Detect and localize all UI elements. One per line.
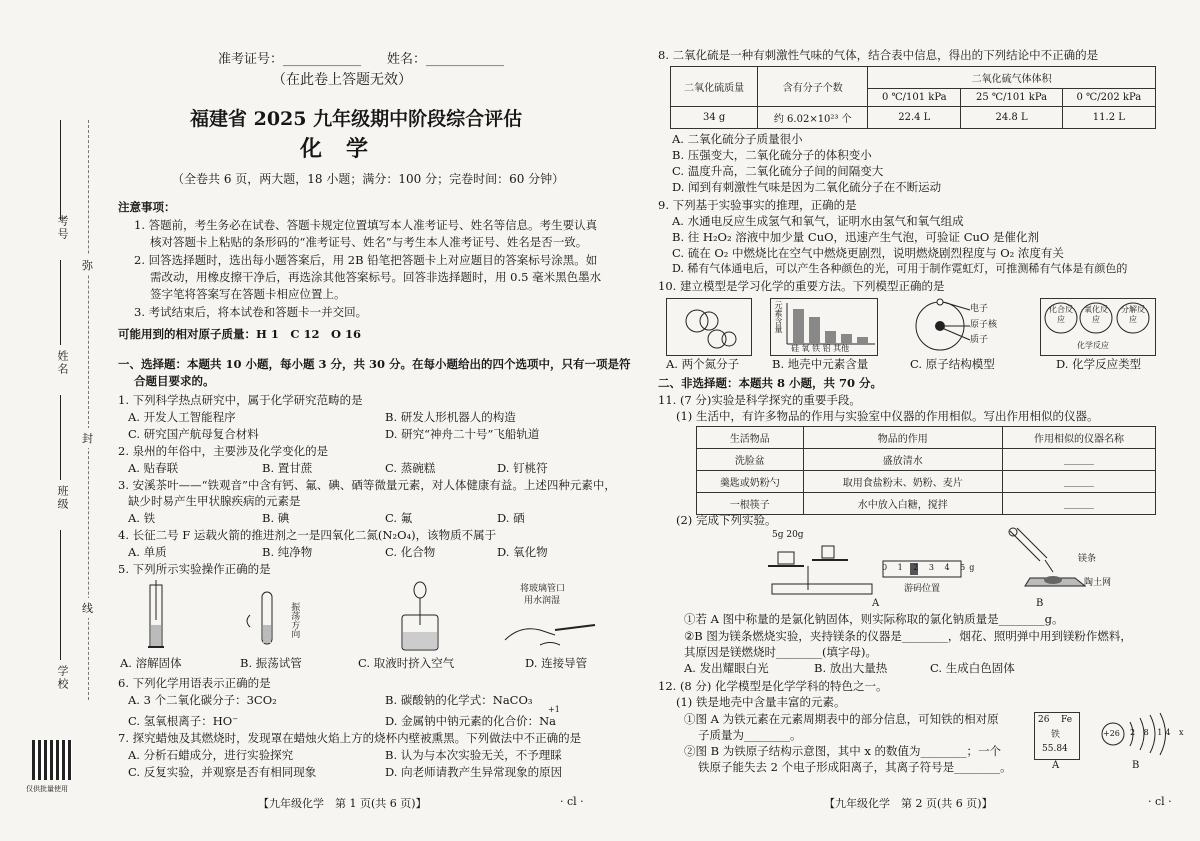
q10-model-a [666, 298, 752, 356]
subject-title: 化学 [300, 136, 393, 162]
q6-option-a[interactable]: A. 3 个二氧化碳分子：3CO₂ [128, 693, 277, 707]
q2-option-c[interactable]: C. 蒸碗糕 [385, 461, 436, 475]
q1-option-a[interactable]: A. 开发人工智能程序 [128, 410, 236, 424]
q12-part1: (1) 铁是地壳中含量丰富的元素。 [676, 695, 846, 709]
q1-option-c[interactable]: C. 研究国产航母复合材料 [128, 427, 259, 441]
q2-stem: 2. 泉州的年俗中，主要涉及化学变化的是 [118, 444, 329, 458]
qr-code[interactable] [32, 740, 72, 780]
q5-option-a[interactable]: A. 溶解固体 [120, 656, 182, 670]
q7-option-c[interactable]: C. 反复实验，并观察是否有相同现象 [128, 765, 317, 779]
q3-stem-2: 缺少时易产生甲状腺疾病的元素是 [128, 494, 301, 508]
q11-sub2: ②B 图为镁条燃烧实验，夹持镁条的仪器是________，烟花、照明弹中用到镁粉作燃料， [684, 629, 1132, 643]
atomic-number: 26 [1038, 715, 1050, 725]
q12-sub1: ①图 A 为铁元素在元素周期表中的部分信息，可知铁的相对原 [684, 712, 999, 726]
q1-stem: 1. 下列科学热点研究中，属于化学研究范畴的是 [118, 393, 363, 407]
footer-code: · cl · [560, 795, 584, 808]
gutter-class: 班级 [56, 485, 69, 511]
q6-option-c[interactable]: C. 氢氧根离子：HO⁻ [128, 714, 239, 728]
q9-option-a[interactable]: A. 水通电反应生成氢气和氧气，证明水由氢气和氧气组成 [672, 214, 964, 228]
binding-gutter [0, 0, 100, 841]
q10-model-b [770, 298, 878, 356]
element-symbol: Fe [1061, 715, 1073, 725]
q8-header-volume: 二氧化硫气体体积 [868, 67, 1156, 89]
label-proton: 质子 [970, 335, 989, 345]
reaction-decomposition: 分解反应 [1121, 305, 1145, 324]
q8-stem: 8. 二氧化硫是一种有刺激性气味的气体，结合表中信息，得出的下列结论中不正确的是 [658, 48, 1099, 62]
notes-heading: 注意事项： [118, 200, 176, 214]
note-2c: 签字笔将答案写在答题卡相应位置上。 [150, 287, 346, 301]
q11-r1-item: 洗脸盆 [697, 449, 804, 471]
q8-condition-2: 25 ℃/101 kPa [961, 89, 1062, 107]
tube-connect-figure [500, 610, 600, 652]
seal-feng: 封 [82, 428, 93, 448]
q11-th-item: 生活物品 [697, 427, 804, 449]
q7-option-d[interactable]: D. 向老师请教产生异常现象的原因 [385, 765, 563, 779]
q10-model-d [1040, 298, 1156, 356]
figure-a-label: A [872, 598, 880, 609]
q10-option-b[interactable]: B. 地壳中元素含量 [772, 357, 869, 371]
candidate-id-line: 准考证号：____________ 姓名：____________ [218, 52, 505, 67]
figure-b-label: B [1036, 598, 1044, 609]
note-2a: 2. 回答选择题时，选出每小题答案后，用 2B 铅笔把答题卡上对应题目的答案标号涂黑。如 [134, 253, 598, 267]
q8-header-mass: 二氧化硫质量 [671, 67, 758, 107]
q11-r2-use: 取用食盐粉末、奶粉、麦片 [803, 471, 1002, 493]
q5-option-b[interactable]: B. 振荡试管 [240, 656, 302, 670]
bar-x-labels: 硅 氧 铁 铝 其他 [791, 344, 850, 353]
invalid-note: （在此卷上答题无效） [272, 72, 412, 88]
label-electron: 电子 [970, 304, 989, 314]
reaction-combination: 化合反应 [1049, 305, 1073, 324]
section1-heading-2: 合题目要求的。 [134, 374, 215, 388]
q9-stem: 9. 下列基于实验事实的推理，正确的是 [658, 198, 857, 212]
q10-stem: 10. 建立模型是学习化学的重要方法。下列模型正确的是 [658, 279, 945, 293]
q9-option-c[interactable]: C. 硫在 O₂ 中燃烧比在空气中燃烧更剧烈，说明燃烧剧烈程度与 O₂ 浓度有关 [672, 246, 1064, 260]
q9-option-b[interactable]: B. 往 H₂O₂ 溶液中加少量 CuO，迅速产生气泡，可验证 CuO 是催化剂 [672, 230, 1039, 244]
nitrogen-molecules-icon [667, 299, 751, 355]
note-2b: 需改动，用橡皮擦干净后，再选涂其他答案标号。回答非选择题时，用 0.5 毫米黑色墨水 [150, 270, 602, 284]
q6-option-b[interactable]: B. 碳酸钠的化学式：NaCO₃ [385, 693, 533, 707]
q11-r3-use: 水中放入白糖，搅拌 [803, 493, 1002, 515]
exam-title: 福建省 2025 九年级期中阶段综合评估 [190, 108, 523, 130]
q12-sub3: 铁原子能失去 2 个电子形成阳离子，其离子符号是________。 [698, 760, 1012, 774]
gutter-exam-no: 考号 [56, 215, 69, 241]
glass-note-2: 用水润湿 [524, 596, 561, 606]
q11-th-instrument: 作用相似的仪器名称 [1002, 427, 1155, 449]
nucleus-charge: +26 [1103, 729, 1120, 738]
q11-part2: (2) 完成下列实验。 [676, 513, 777, 527]
q2-option-d[interactable]: D. 钉桃符 [497, 461, 548, 475]
q8-condition-3: 0 ℃/202 kPa [1062, 89, 1155, 107]
label-nucleus: 原子核 [970, 320, 998, 330]
q4-option-c[interactable]: C. 化合物 [385, 545, 436, 559]
q11-part1: (1) 生活中，有许多物品的作用与实验室中仪器的作用相似。写出作用相似的仪器。 [676, 409, 1099, 423]
q11-r1-answer[interactable]: ______ [1002, 449, 1155, 471]
q11-stem: 11. (7 分)实验是科学探究的重要手段。 [658, 393, 861, 407]
weights-label: 5g 20g [772, 530, 804, 540]
q8-value-mass: 34 g [671, 107, 758, 129]
q3-option-c[interactable]: C. 氟 [385, 511, 413, 525]
q6-stem: 6. 下列化学用语表示正确的是 [118, 676, 271, 690]
note-1b: 核对答题卡上粘贴的条形码的“准考证号、姓名”与考生本人准考证号、姓名是否一致。 [150, 235, 588, 249]
q6-valence-mark: +1 [548, 705, 560, 714]
magnesium-label: 镁条 [1078, 554, 1097, 564]
q12-sub1b: 子质量为________。 [698, 728, 802, 742]
q12-stem: 12. (8 分) 化学模型是化学学科的特色之一。 [658, 679, 888, 693]
q8-option-d[interactable]: D. 闻到有刺激性气味是因为二氧化硫分子在不断运动 [672, 180, 942, 194]
q11-r2-answer[interactable]: ______ [1002, 471, 1155, 493]
q4-stem: 4. 长征二号 F 运载火箭的推进剂之一是四氧化二氮(N₂O₄)，该物质不属于 [118, 528, 497, 542]
q11-th-use: 物品的作用 [803, 427, 1002, 449]
q8-table [670, 66, 1156, 129]
exam-meta: （全卷共 6 页，两大题，18 小题；满分：100 分；完卷时间：60 分钟） [172, 172, 565, 186]
page-footer: 【九年级化学 第 1 页(共 6 页)】 [258, 797, 427, 810]
gutter-line [60, 120, 61, 220]
q4-option-b[interactable]: B. 纯净物 [262, 545, 313, 559]
qr-caption: 仅供批量使用 [26, 785, 68, 793]
page-footer: 【九年级化学 第 2 页(共 6 页)】 [824, 797, 993, 810]
q3-option-a[interactable]: A. 铁 [128, 511, 156, 525]
q11-r2-item: 羹匙或奶粉勺 [697, 471, 804, 493]
q5-stem: 5. 下列所示实验操作正确的是 [118, 562, 271, 576]
shake-direction-label: 振荡方向 [289, 602, 300, 638]
gutter-line [60, 395, 61, 480]
asbestos-mesh-label: 陶土网 [1084, 578, 1112, 588]
q12-figure-b-label: B [1132, 760, 1140, 771]
q8-value-volume-3: 11.2 L [1062, 107, 1155, 129]
bar-y-label: 元素含量 [774, 301, 783, 333]
element-name: 铁 [1051, 730, 1061, 740]
reaction-oxidation: 氧化反应 [1084, 305, 1108, 324]
footer-code: · cl · [1148, 795, 1172, 808]
q8-value-volume-2: 24.8 L [961, 107, 1062, 129]
rider-label: 游码位置 [904, 584, 941, 594]
q10-option-a[interactable]: A. 两个氮分子 [666, 357, 740, 371]
q2-option-a[interactable]: A. 贴春联 [128, 461, 179, 475]
q11-r1-use: 盛放清水 [803, 449, 1002, 471]
q12-figure-a-label: A [1052, 760, 1060, 771]
right-page [600, 0, 1200, 841]
iron-element-cell [1034, 712, 1080, 760]
gutter-line [60, 260, 61, 345]
reaction-caption: 化学反应 [1077, 341, 1109, 350]
q11-sub1: ①若 A 图中称量的是氯化钠固体，则实际称取的氯化钠质量是________g。 [684, 612, 1064, 626]
dropper-figure [390, 580, 450, 652]
gutter-school: 学校 [56, 665, 69, 691]
atomic-masses: 可能用到的相对原子质量：H 1 C 12 O 16 [118, 327, 362, 341]
balance-figure [768, 540, 878, 598]
q7-option-b[interactable]: B. 认为与本次实验无关，不予理睬 [385, 748, 562, 762]
q11-option-b[interactable]: B. 放出大量热 [814, 661, 888, 675]
q8-value-count: 约 6.02×10²³ 个 [758, 107, 868, 129]
seal-xian: 线 [82, 598, 93, 618]
q3-option-b[interactable]: B. 碘 [262, 511, 290, 525]
q8-condition-1: 0 ℃/101 kPa [868, 89, 961, 107]
q11-option-a[interactable]: A. 发出耀眼白光 [684, 661, 769, 675]
section2-heading: 二、非选择题：本题共 8 小题，共 70 分。 [658, 376, 883, 390]
q10-option-c[interactable]: C. 原子结构模型 [910, 357, 995, 371]
q4-option-a[interactable]: A. 单质 [128, 545, 167, 559]
q4-option-d[interactable]: D. 氧化物 [497, 545, 548, 559]
q11-r3-item: 一根筷子 [697, 493, 804, 515]
q11-option-c[interactable]: C. 生成白色固体 [930, 661, 1015, 675]
seal-mi: 弥 [82, 255, 93, 275]
atomic-mass: 55.84 [1042, 744, 1068, 754]
q3-stem-1: 3. 安溪茶叶——“铁观音”中含有钙、氟、碘、硒等微量元素，对人体健康有益。上述四种元素中， [118, 478, 616, 492]
glass-note-1: 将玻璃管口 [520, 584, 566, 594]
q9-option-d[interactable]: D. 稀有气体通电后，可以产生各种颜色的光，可用于制作霓虹灯，可推测稀有气体是有颜色的 [672, 262, 1128, 275]
q11-r3-answer[interactable]: ______ [1002, 493, 1155, 515]
q3-option-d[interactable]: D. 硒 [497, 511, 525, 525]
section1-heading: 一、选择题：本题共 10 小题，每小题 3 分，共 30 分。在每小题给出的四个选项中，只有一项是符 [118, 357, 631, 371]
q8-option-b[interactable]: B. 压强变大，二氧化硫分子的体积变小 [672, 148, 872, 162]
note-3: 3. 考试结束后，将本试卷和答题卡一并交回。 [134, 305, 368, 319]
note-1a: 1. 答题前，考生务必在试卷、答题卡规定位置填写本人准考证号、姓名等信息。考生要认真 [134, 218, 598, 232]
q8-option-a[interactable]: A. 二氧化硫分子质量很小 [672, 132, 803, 146]
q6-option-d[interactable]: D. 金属钠中钠元素的化合价：Na [385, 714, 557, 728]
shell-electrons: 2 8 14 x [1130, 728, 1187, 737]
q5-option-d[interactable]: D. 连接导管 [525, 656, 588, 670]
q8-option-c[interactable]: C. 温度升高，二氧化硫分子间的间隔变大 [672, 164, 884, 178]
q7-option-a[interactable]: A. 分析石蜡成分，进行实验探究 [128, 748, 294, 762]
q11-sub3: 其原因是镁燃烧时________(填字母)。 [684, 645, 877, 659]
q5-option-c[interactable]: C. 取液时挤入空气 [358, 656, 455, 670]
q11-table [696, 426, 1156, 515]
q1-option-d[interactable]: D. 研究“神舟二十号”飞船轨道 [385, 427, 540, 441]
q7-stem: 7. 探究蜡烛及其燃烧时，发现罩在蜡烛火焰上方的烧杯内壁被熏黑。下列做法中不正确的是 [118, 731, 582, 745]
q8-header-count: 含有分子个数 [758, 67, 868, 107]
q8-value-volume-1: 22.4 L [868, 107, 961, 129]
q12-sub2: ②图 B 为铁原子结构示意图，其中 x 的数值为________；一个 [684, 744, 1002, 758]
rider-scale-numbers: 0 1 2 3 4 5g [882, 563, 979, 572]
graduated-cylinder-figure [130, 580, 190, 652]
crust-bar-chart [785, 303, 875, 345]
q1-option-b[interactable]: B. 研发人形机器人的构造 [385, 410, 516, 424]
q2-option-b[interactable]: B. 置甘蔗 [262, 461, 313, 475]
q10-option-d[interactable]: D. 化学反应类型 [1056, 357, 1142, 371]
gutter-name: 姓名 [56, 350, 69, 376]
gutter-line [60, 530, 61, 660]
